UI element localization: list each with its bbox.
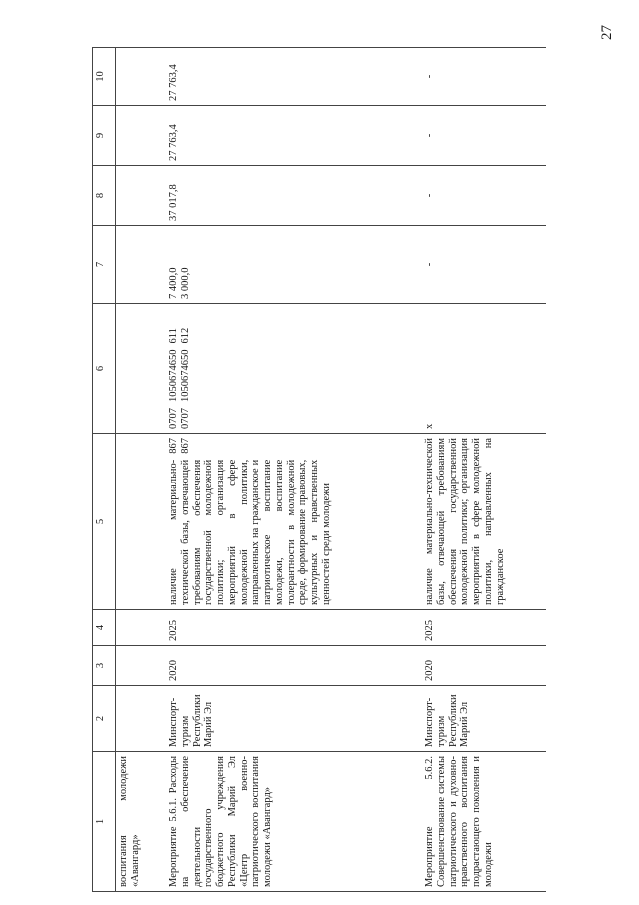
page-number: 27 <box>599 25 615 40</box>
value-col9: 27 763,4 <box>162 106 418 166</box>
end-year: 2025 <box>418 610 546 646</box>
value-col7 <box>162 226 418 304</box>
grbs-code: 867 <box>179 438 191 454</box>
column-number: 5 <box>93 434 116 610</box>
table-row <box>162 48 418 892</box>
rotated-table-area <box>92 48 532 892</box>
column-number: 6 <box>93 304 116 434</box>
value-col9: - <box>418 106 546 166</box>
event-name: Мероприятие 5.6.2. Совершенствование системы патриотического и духовно-нравственного воспитания подрастающего поколения и молодежи <box>418 752 546 892</box>
column-number: 8 <box>93 166 116 226</box>
value-col8: 37 017,8 <box>162 166 418 226</box>
column-number: 7 <box>93 226 116 304</box>
event-name: Мероприятие 5.6.1. Расходы на обеспечение деятельности государственного бюджетного учреждения Республики Марий Эл «Центр военно-патриотического воспитания молодежи «Авангард» <box>162 752 418 892</box>
section-code: 0707 <box>179 408 191 429</box>
start-year: 2020 <box>418 646 546 686</box>
column-number: 2 <box>93 686 116 752</box>
expected-result <box>162 434 418 610</box>
continued-event-name: воспитания молодежи «Авангард» <box>116 752 163 892</box>
continuation-row <box>116 48 163 892</box>
grbs-code: 867 <box>168 438 179 454</box>
column-number: 1 <box>93 752 116 892</box>
expense-type-code: 612 <box>179 327 191 344</box>
result-text: наличие материально-технической базы, отвечающей требованиям обеспечения государственной молодежной политики; организация мероприятий в сфере молодежной политики, направленных на гражданское и патриотическое воспитание молодежи, воспитание толерантности в молодежной среде, формирование правовых, культурных и нравственных ценностей среди молодежи <box>168 459 332 605</box>
column-number: 9 <box>93 106 116 166</box>
start-year: 2020 <box>162 646 418 686</box>
executor: Минспорт-туризм Республики Марий Эл <box>418 686 546 752</box>
expense-type-code: 611 <box>168 328 179 344</box>
grbs-codes <box>168 438 333 454</box>
column-number: 3 <box>93 646 116 686</box>
target-article-code: 1050674650 <box>179 349 191 402</box>
expected-result: наличие материально-технической базы, отвечающей требованиям обеспечения государственной молодежной политики; организация мероприятий в сфере молодежной политики, направленных на гражданское <box>418 434 546 610</box>
column-number: 10 <box>93 48 116 106</box>
budget-codes <box>162 304 418 434</box>
program-table <box>92 47 546 892</box>
column-number-row <box>93 48 116 892</box>
amount: 3 000,0 <box>179 267 191 299</box>
target-article-code: 1050674650 <box>168 349 179 402</box>
value-col10: - <box>418 48 546 106</box>
value-col8: - <box>418 166 546 226</box>
table-row <box>418 48 546 892</box>
executor: Минспорт-туризм Республики Марий Эл <box>162 686 418 752</box>
budget-codes: x <box>418 304 546 434</box>
column-number: 4 <box>93 610 116 646</box>
value-col10: 27 763,4 <box>162 48 418 106</box>
end-year: 2025 <box>162 610 418 646</box>
value-col7: - <box>418 226 546 304</box>
section-code: 0707 <box>168 408 179 429</box>
amount: 7 400,0 <box>168 267 179 299</box>
